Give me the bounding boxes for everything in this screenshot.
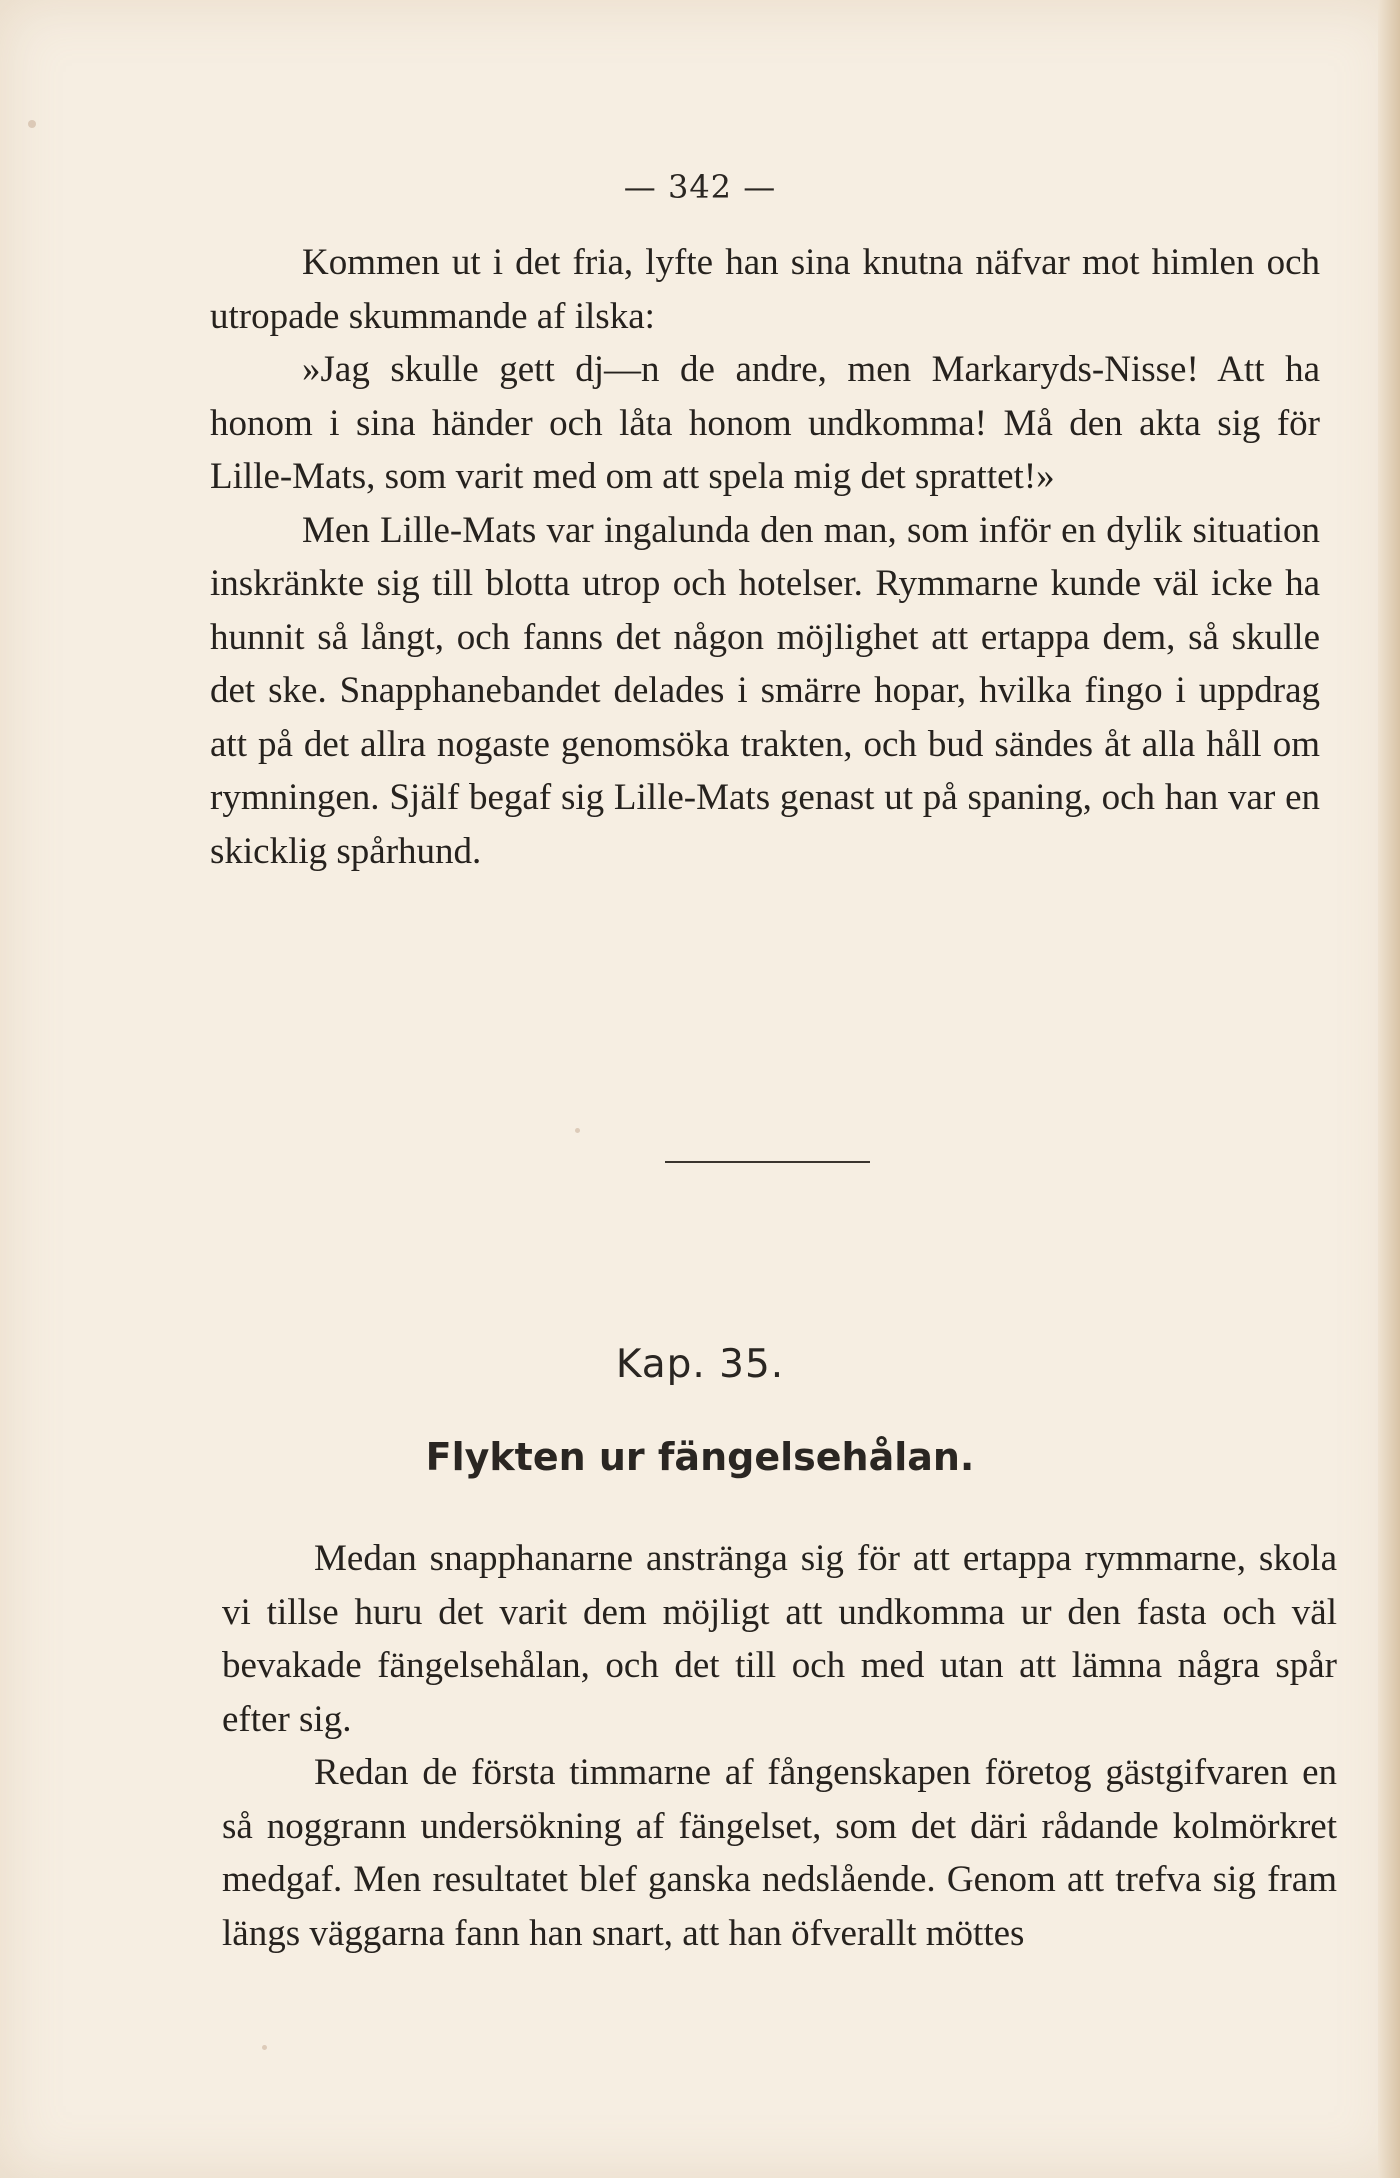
paragraph: Redan de första timmarne af fångenskapen företog gästgifvaren en så noggrann undersökning af fängelset, som det däri rådande kolmörkret medgaf. Men resultatet blef ganska nedslående. Genom att trefva sig fram längs väggarna fann han snart, att han öfverallt möttes	[222, 1752, 1337, 1954]
paragraph: Men Lille-Mats var ingalunda den man, som inför en dylik situation inskränkte sig till blotta utrop och hotelser. Rymmarne kunde väl icke ha hunnit så långt, och fanns det någon möjlighet att ertappa dem, så skulle det ske. Snapphanebandet delades i smärre hopar, hvilka fingo i uppdrag att på det allra nogaste genomsöka trakten, och bud sändes åt alla håll om rymningen. Själf begaf sig Lille-Mats genast ut på spaning, och han var en skicklig spårhund.	[210, 509, 1320, 872]
paragraph: Medan snapphanarne anstränga sig för att ertappa rymmarne, skola vi tillse huru det varit dem möjligt att undkomma ur den fasta och väl bevakade fängelsehålan, och det till och med utan att lämna några spår efter sig.	[222, 1538, 1337, 1740]
paper-spot	[28, 120, 36, 128]
section-divider	[665, 1161, 870, 1163]
page-number: — 342 —	[623, 168, 777, 206]
paragraph: »Jag skulle gett dj—n de andre, men Markaryds-Nisse! Att ha honom i sina händer och låta honom undkomma! Må den akta sig för Lille-Mats, som varit med om att spela mig det sprattet!»	[210, 349, 1320, 497]
paragraph: Kommen ut i det fria, lyfte han sina knutna näfvar mot himlen och utropade skummande af ilska:	[210, 242, 1320, 337]
text-block-bottom	[222, 1532, 1337, 1960]
paper-spot	[575, 1128, 580, 1133]
text-block-top	[210, 236, 1320, 878]
page-edge	[1378, 0, 1400, 2178]
chapter-title: Flykten ur fängelsehålan.	[425, 1435, 975, 1479]
paper-spot	[262, 2045, 267, 2050]
chapter-number: Kap. 35.	[615, 1342, 785, 1387]
